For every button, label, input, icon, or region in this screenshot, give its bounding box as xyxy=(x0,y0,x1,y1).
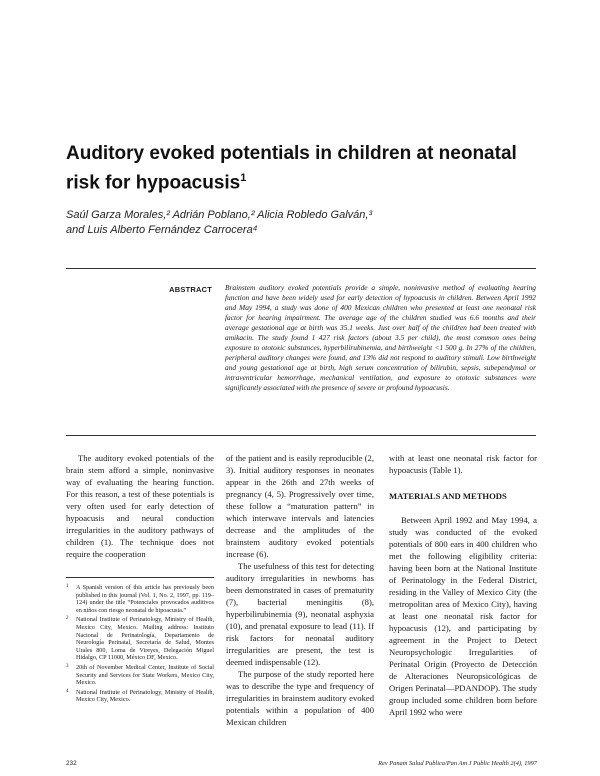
footnote xyxy=(66,664,214,687)
abstract-label: ABSTRACT xyxy=(169,285,212,294)
footnote-text: 20th of November Medical Center, Institute of Social Security and Services for State Workers, Mexico City, Mexico. xyxy=(76,663,214,687)
paragraph: Between April 1992 and May 1994, a study was conducted of the evoked potentials of 800 ears in 400 children who met the following eligibility criteria: having been born at the National Institute of Perinatology in the Federal District, residing in the Valley of Mexico City (the metropolitan area of Mexico City), having at least one neonatal risk factor for hypoacusis (12), and participating by agreement in the Project to Detect Neuropsychologic Irregularities of Perinatal Origin (Proyecto de Detección de Alteraciones Neuropsicológicas de Origen Perinatal—PDANDOP). The study group included some children born before April 1992 who were xyxy=(389,515,537,717)
body-column-1 xyxy=(66,452,214,560)
footnote-mark: 4 xyxy=(66,688,69,694)
footnote-mark: 2 xyxy=(66,616,69,622)
abstract-top-rule xyxy=(66,268,536,269)
footnote xyxy=(66,584,214,614)
footnote-text: A Spanish version of this article has previously been published in this journal (Vol. 1, No. 2, 1997, pp. 119–124) under the title “Potenciales provocados auditivos en niños con riesgo neonatal de hipoacusia.” xyxy=(76,584,214,614)
author-line-2: and Luis Alberto Fernández Carrocera⁴ xyxy=(66,224,258,236)
footnotes xyxy=(66,577,214,706)
body-column-2 xyxy=(226,452,374,728)
footnote-text: National Institute of Perinatology, Ministry of Health, Mexico City, Mexico. xyxy=(76,688,214,704)
footnote-mark: 3 xyxy=(66,663,69,669)
paragraph: with at least one neonatal risk factor for hypoacusis (Table 1). xyxy=(389,453,537,475)
author-list xyxy=(66,208,536,238)
title-footnote-mark: 1 xyxy=(240,172,247,184)
footnote xyxy=(66,689,214,704)
article-title xyxy=(66,142,536,195)
footnote xyxy=(66,616,214,662)
footnote-text: National Institute of Perinatology, Ministry of Health, Mexico City, Mexico. Mailing address: Instituto Nacional de Perinatología, Departamento de Neurología Perinatal, Secretaría de Salud, Montes Urales 800, Loma de Vireyes, Delegación Miguel Hidalgo, CP 11000, México DF, Mexico. xyxy=(76,616,214,662)
section-heading: MATERIALS AND METHODS xyxy=(389,491,507,501)
footnote-mark: 1 xyxy=(66,584,69,589)
abstract-bottom-rule xyxy=(66,435,536,436)
paragraph: The purpose of the study reported here was to describe the type and frequency of irregularities in brainstem auditory evoked potentials within a population of 400 Mexican children xyxy=(226,669,374,727)
body-column-3 xyxy=(389,452,537,718)
paragraph: of the patient and is easily reproducible (2, 3). Initial auditory responses in neonates appear in the 26th and 27th weeks of pregnancy (4, 5). Progressively over time, these follow a “maturation pattern” in which interwave intervals and latencies decrease and the amplitudes of the brainstem auditory evoked potentials increase (6). xyxy=(226,453,374,559)
paragraph: The auditory evoked potentials of the brain stem afford a simple, noninvasive way of evaluating the hearing function. For this reason, a test of these potentials is very often used for early detection of hypoacusis and neural conduction irregularities in the auditory pathways of children (1). The technique does not require the cooperation xyxy=(66,453,214,559)
article-title-text: Auditory evoked potentials in children at neonatal risk for hypoacusis xyxy=(66,143,517,194)
journal-citation: Rev Panam Salud Publica/Pan Am J Public Health 2(4), 1997 xyxy=(378,760,537,767)
page-number: 232 xyxy=(66,760,77,767)
paragraph: The usefulness of this test for detecting auditory irregularities in newborns has been demonstrated in cases of prematurity (7), bacterial meningitis (8), hyperbilirubinemia (9), neonatal asphyxia (10), and prenatal exposure to lead (11). If risk factors for neonatal auditory irregularities are present, the test is deemed indispensable (12). xyxy=(226,561,374,667)
author-line-1: Saúl Garza Morales,² Adrián Poblano,² Alicia Robledo Galván,³ xyxy=(66,209,373,221)
abstract-text: Brainstem auditory evoked potentials provide a simple, noninvasive method of evaluating hearing function and have been widely used for early detection of hypoacusis in children. Between April 1992 and May 1994, a study was done of 400 Mexican children who presented at least one neonatal risk factor for hearing impairment. The average age of the children studied was 6.6 months and their average gestational age at birth was 35.1 weeks. Just over half of the children had been treated with amikacin. The study found 1 427 risk factors (about 3.5 per child), the most common ones being exposure to ototoxic substances, hyperbilirubinemia, and birthweight <1 500 g. In 27% of the children, peripheral auditory changes were found, and 13% did not respond to auditory stimuli. Low birthweight and young gestational age at birth, high serum concentration of bilirubin, sepsis, subependymal or intraventricular hemorrhage, mechanical ventilation, and exposure to ototoxic substances were significantly associated with the presence of severe or profound hypoacusis. xyxy=(225,283,536,392)
